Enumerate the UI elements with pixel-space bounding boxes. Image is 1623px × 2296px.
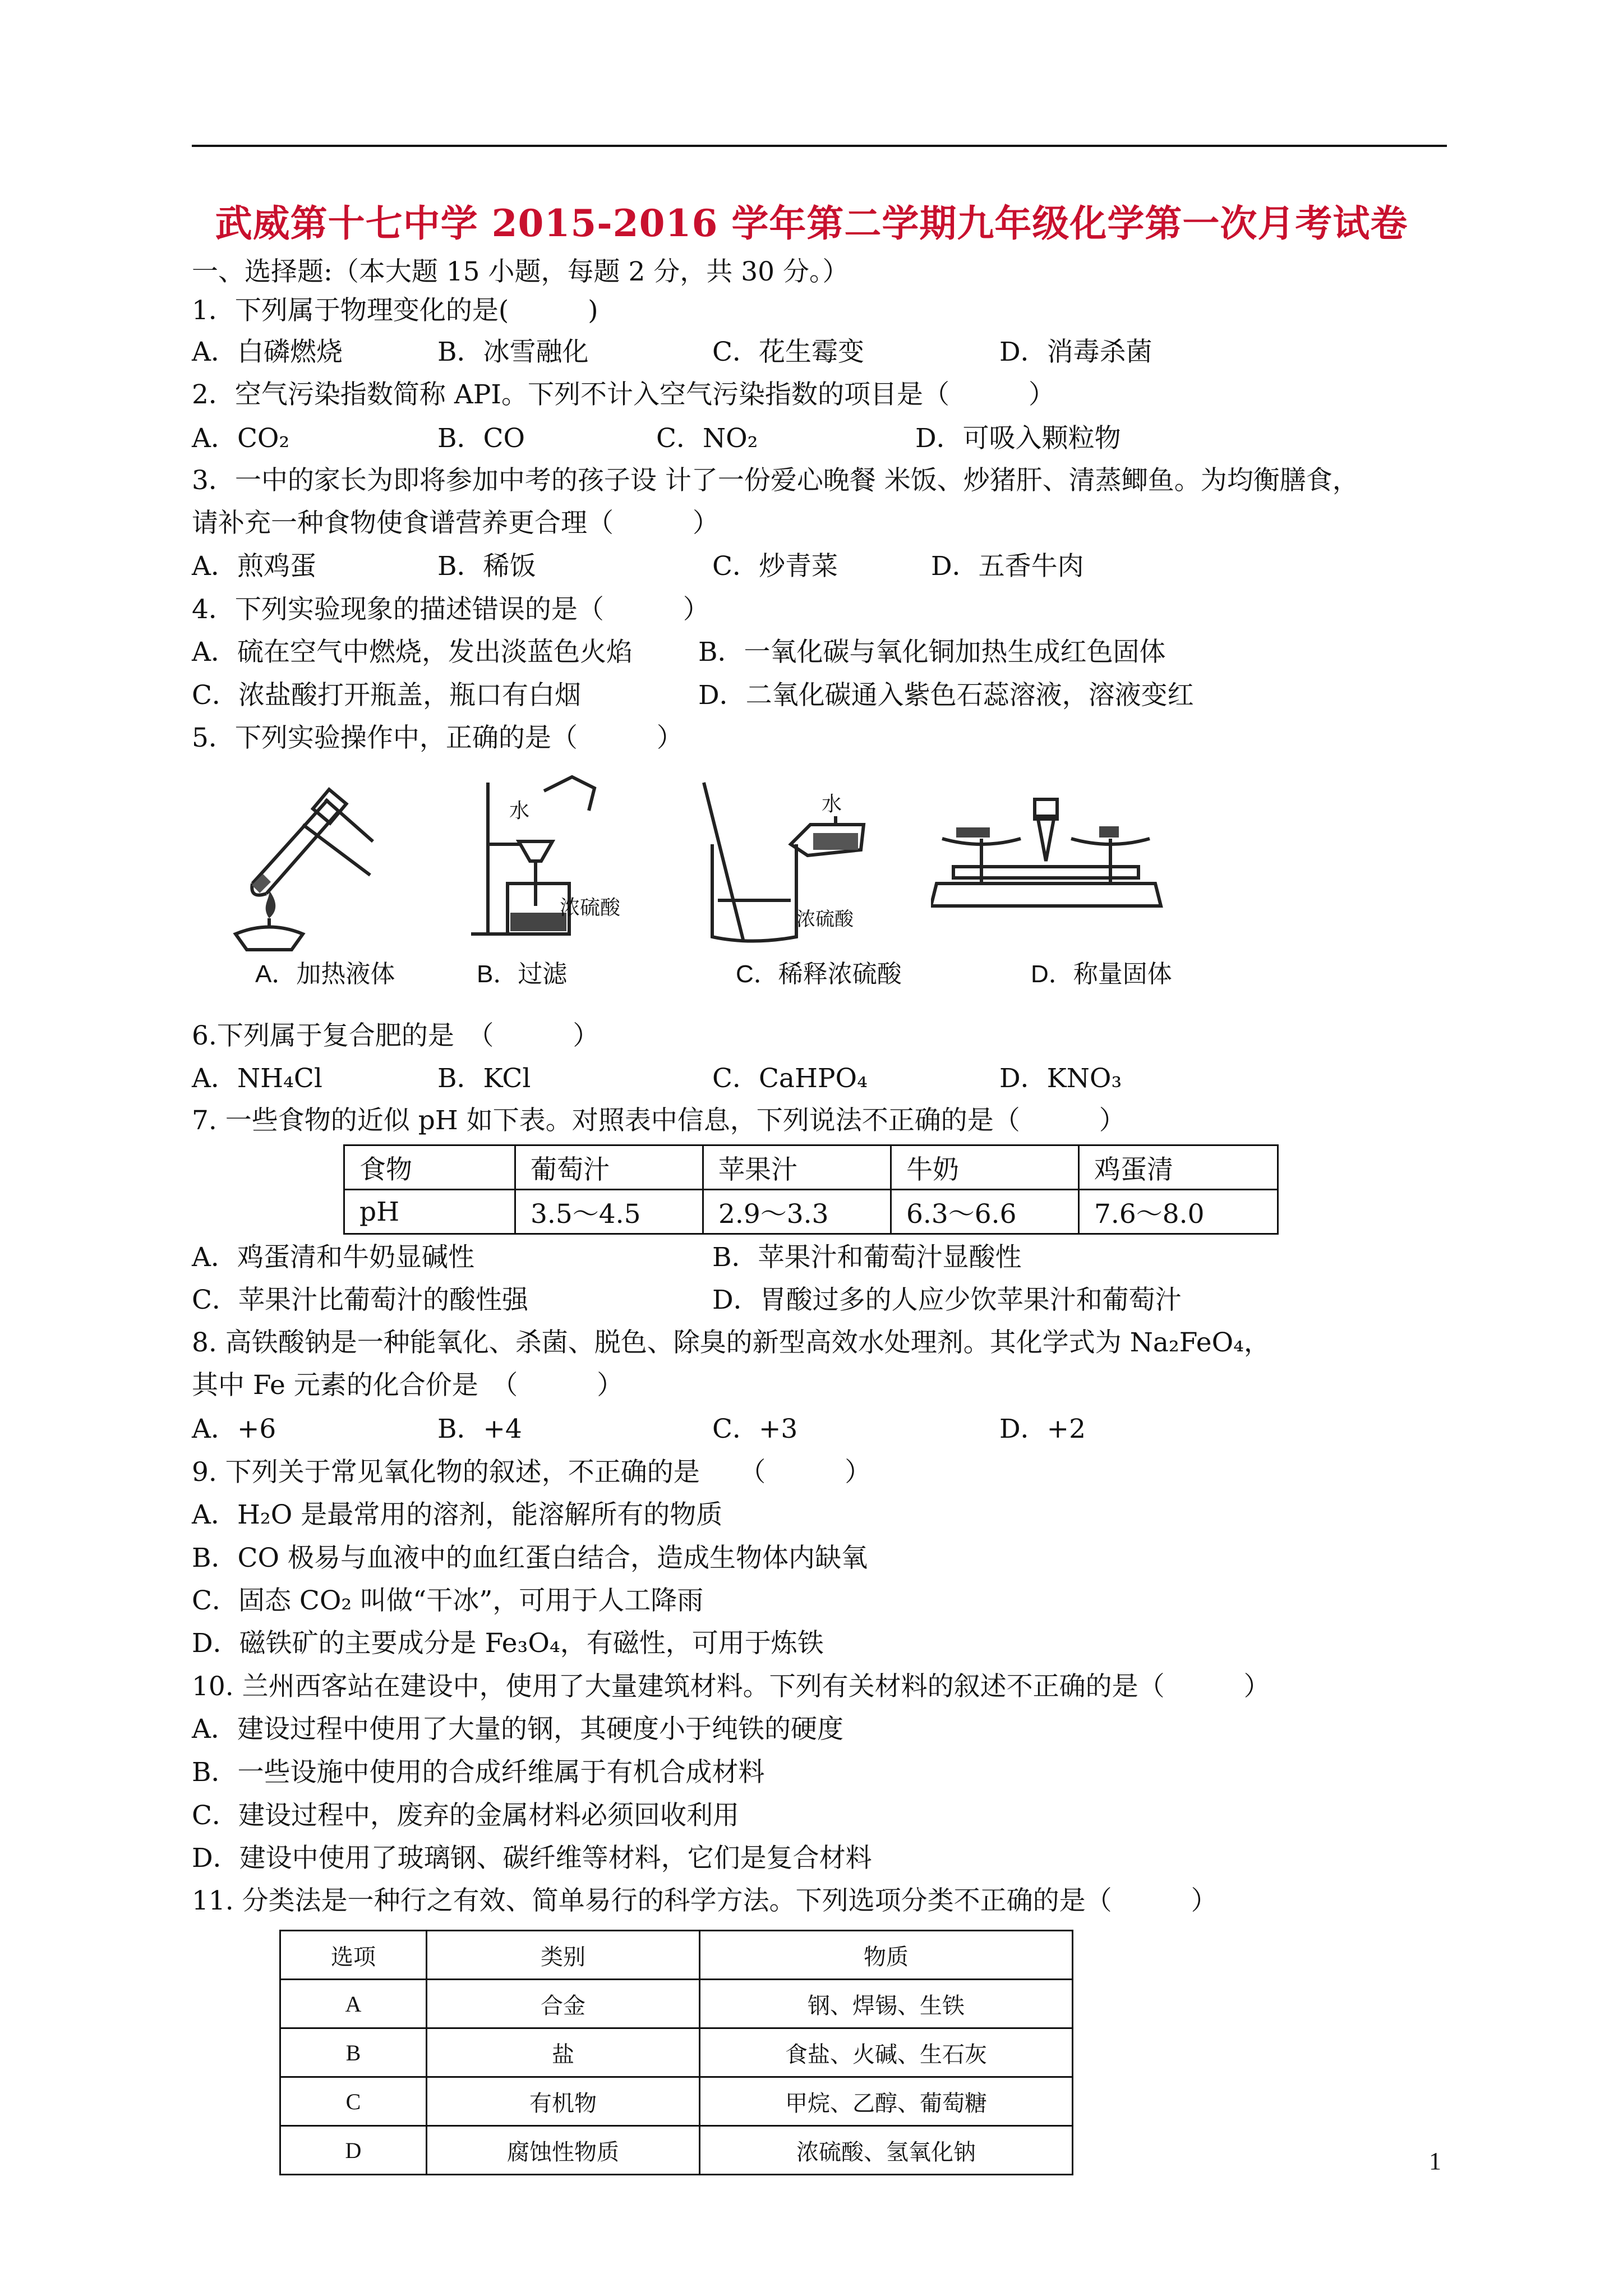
q6-option-c: C．CaHPO₄ <box>712 1063 868 1094</box>
q2-option-a: A．CO₂ <box>192 423 290 454</box>
table-cell: 食盐、火碱、生石灰 <box>700 2028 1073 2077</box>
acid-label-c: 浓硫酸 <box>796 909 854 930</box>
table-row <box>280 1980 1073 2028</box>
question-3-line-2: 请补充一种食物使食谱营养更合理（ ） <box>192 508 719 539</box>
table-cell: 葡萄汁 <box>515 1145 703 1190</box>
table-cell: 合金 <box>427 1980 700 2028</box>
q8-option-c: C．+3 <box>712 1414 798 1444</box>
caption-d: D．称量固体 <box>1031 960 1172 988</box>
question-8-line-1: 8. 高铁酸钠是一种能氧化、杀菌、脱色、除臭的新型高效水处理剂。其化学式为 Na₂FeO₄， <box>192 1327 1270 1358</box>
question-9: 9. 下列关于常见氧化物的叙述，不正确的是 （ ） <box>192 1457 872 1488</box>
question-6: 6.下列属于复合肥的是 （ ） <box>192 1020 600 1051</box>
table-row <box>280 2126 1073 2175</box>
table-cell: 6.3～6.6 <box>891 1190 1079 1234</box>
question-8-line-2: 其中 Fe 元素的化合价是 （ ） <box>192 1370 624 1401</box>
q1-option-b: B．冰雪融化 <box>437 337 589 367</box>
q1-option-d: D．消毒杀菌 <box>999 337 1152 367</box>
question-10: 10. 兰州西客站在建设中，使用了大量建筑材料。下列有关材料的叙述不正确的是（ ） <box>192 1671 1270 1702</box>
q10-option-a: A．建设过程中使用了大量的钢，其硬度小于纯铁的硬度 <box>192 1714 843 1745</box>
table-cell: 鸡蛋清 <box>1079 1145 1278 1190</box>
caption-a: A．加热液体 <box>255 960 395 988</box>
q3-option-c: C．炒青菜 <box>712 551 838 582</box>
table-cell: 浓硫酸、氢氧化钠 <box>700 2126 1073 2175</box>
q9-option-b: B．CO 极易与血液中的血红蛋白结合，造成生物体内缺氧 <box>192 1543 868 1573</box>
water-label-b: 水 <box>509 799 530 822</box>
q10-option-c: C．建设过程中，废弃的金属材料必须回收利用 <box>192 1800 739 1831</box>
table-cell: 苹果汁 <box>703 1145 891 1190</box>
section-heading: 一、选择题:（本大题 15 小题，每题 2 分，共 30 分。） <box>192 256 849 287</box>
table-cell: 钢、焊锡、生铁 <box>700 1980 1073 2028</box>
table-cell: 选项 <box>280 1931 427 1980</box>
question-11: 11. 分类法是一种行之有效、简单易行的科学方法。下列选项分类不正确的是（ ） <box>192 1885 1218 1916</box>
question-2: 2．空气污染指数简称 API。下列不计入空气污染指数的项目是（ ） <box>192 379 1055 410</box>
table-cell: 类别 <box>427 1931 700 1980</box>
q7-option-b: B．苹果汁和葡萄汁显酸性 <box>712 1242 1022 1273</box>
q10-option-d: D．建设中使用了玻璃钢、碳纤维等材料，它们是复合材料 <box>192 1843 872 1874</box>
q7-option-c: C．苹果汁比葡萄汁的酸性强 <box>192 1285 528 1315</box>
ph-table <box>343 1144 1279 1235</box>
question-5: 5．下列实验操作中，正确的是（ ） <box>192 723 683 753</box>
q1-option-c: C．花生霉变 <box>712 337 864 367</box>
question-4: 4．下列实验现象的描述错误的是（ ） <box>192 594 709 625</box>
filtration-figure <box>465 771 651 940</box>
page-number: 1 <box>1429 2147 1441 2175</box>
page-title: 武威第十七中学 2015-2016 学年第二学期九年级化学第一次月考试卷 <box>215 201 1408 245</box>
table-cell: C <box>280 2077 427 2126</box>
table-cell: A <box>280 1980 427 2028</box>
table-cell: 7.6～8.0 <box>1079 1190 1278 1234</box>
table-row <box>280 2077 1073 2126</box>
dilute-acid-figure <box>695 771 920 951</box>
table-cell: pH <box>344 1190 515 1234</box>
q8-option-b: B．+4 <box>437 1414 522 1444</box>
table-cell: 腐蚀性物质 <box>427 2126 700 2175</box>
question-3-line-1: 3．一中的家长为即将参加中考的孩子设 计了一份爱心晚餐 米饭、炒猪肝、清蒸鲫鱼。为均衡膳食， <box>192 465 1359 496</box>
weighing-figure <box>931 794 1166 928</box>
heating-liquid-figure <box>219 771 404 956</box>
q2-option-d: D．可吸入颗粒物 <box>915 423 1121 454</box>
q9-option-c: C．固态 CO₂ 叫做“干冰”，可用于人工降雨 <box>192 1585 704 1616</box>
q9-option-d: D．磁铁矿的主要成分是 Fe₃O₄，有磁性，可用于炼铁 <box>192 1628 824 1659</box>
question-7: 7. 一些食物的近似 pH 如下表。对照表中信息，下列说法不正确的是（ ） <box>192 1105 1126 1136</box>
q6-option-d: D．KNO₃ <box>999 1063 1122 1094</box>
q7-option-d: D．胃酸过多的人应少饮苹果汁和葡萄汁 <box>712 1285 1182 1315</box>
table-cell: D <box>280 2126 427 2175</box>
q6-option-b: B．KCl <box>437 1063 531 1094</box>
table-cell: 牛奶 <box>891 1145 1079 1190</box>
table-cell: B <box>280 2028 427 2077</box>
q4-option-a: A．硫在空气中燃烧，发出淡蓝色火焰 <box>192 637 633 668</box>
q3-option-b: B．稀饭 <box>437 551 536 582</box>
caption-c: C．稀释浓硫酸 <box>736 960 902 988</box>
table-cell: 甲烷、乙醇、葡萄糖 <box>700 2077 1073 2126</box>
table-row <box>280 1931 1073 1980</box>
q8-option-a: A．+6 <box>192 1414 276 1444</box>
question-1: 1．下列属于物理变化的是( ) <box>192 295 598 326</box>
q3-option-a: A．煎鸡蛋 <box>192 551 316 582</box>
q10-option-b: B．一些设施中使用的合成纤维属于有机合成材料 <box>192 1757 765 1788</box>
q1-option-a: A．白磷燃烧 <box>192 337 343 367</box>
q2-option-c: C．NO₂ <box>656 423 758 454</box>
table-cell: 3.5～4.5 <box>515 1190 703 1234</box>
q3-option-d: D．五香牛肉 <box>931 551 1084 582</box>
table-row <box>344 1190 1278 1234</box>
q8-option-d: D．+2 <box>999 1414 1086 1444</box>
q4-option-d: D．二氧化碳通入紫色石蕊溶液，溶液变红 <box>698 680 1194 711</box>
classification-table <box>279 1930 1073 2175</box>
q2-option-b: B．CO <box>437 423 525 454</box>
caption-b: B．过滤 <box>477 960 568 988</box>
table-cell: 食物 <box>344 1145 515 1190</box>
table-row <box>344 1145 1278 1190</box>
q4-option-c: C．浓盐酸打开瓶盖，瓶口有白烟 <box>192 680 581 711</box>
water-label-c: 水 <box>822 792 842 815</box>
acid-label-b: 浓硫酸 <box>560 896 621 919</box>
table-cell: 物质 <box>700 1931 1073 1980</box>
table-cell: 盐 <box>427 2028 700 2077</box>
header-rule <box>192 145 1447 147</box>
q9-option-a: A．H₂O 是最常用的溶剂，能溶解所有的物质 <box>192 1499 723 1530</box>
q7-option-a: A．鸡蛋清和牛奶显碱性 <box>192 1242 474 1273</box>
table-cell: 2.9～3.3 <box>703 1190 891 1234</box>
q6-option-a: A．NH₄Cl <box>192 1063 322 1094</box>
q4-option-b: B．一氧化碳与氧化铜加热生成红色固体 <box>698 637 1166 668</box>
table-cell: 有机物 <box>427 2077 700 2126</box>
table-row <box>280 2028 1073 2077</box>
